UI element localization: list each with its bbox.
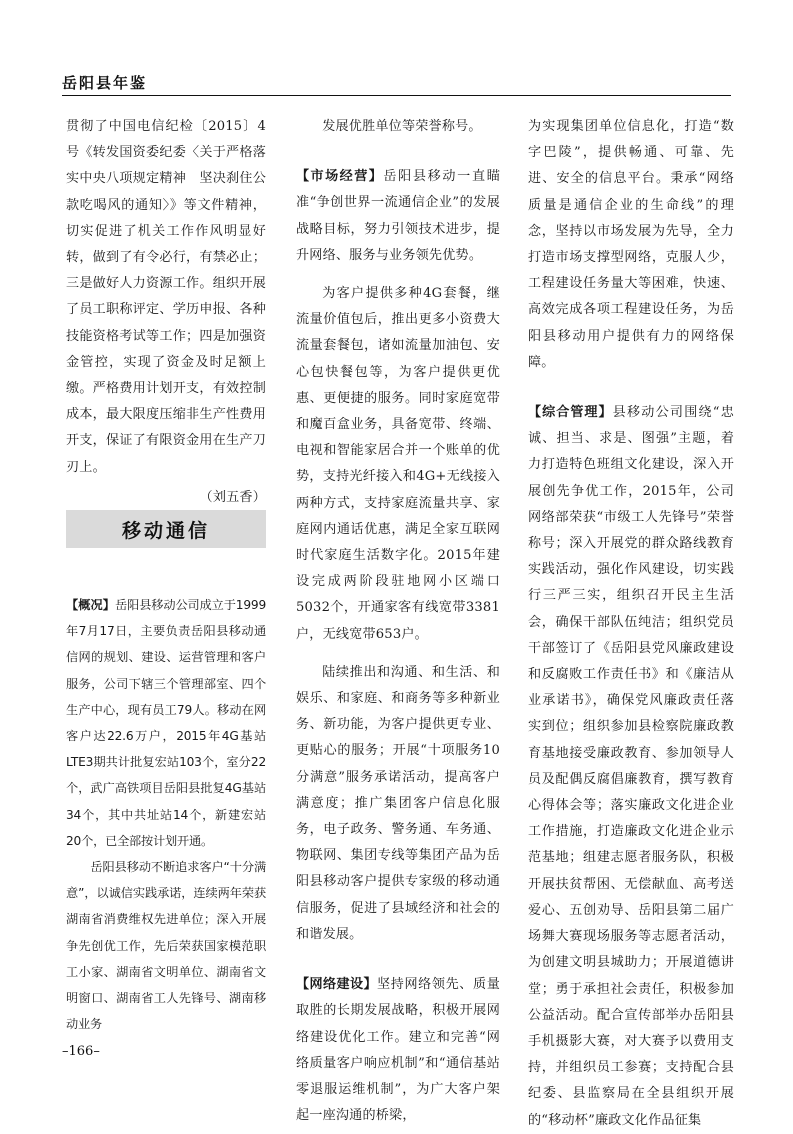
management-text: 县移动公司围绕“忠诚、担当、求是、图强”主题，着力打造特色班组文化建设，深入开展创先争优工作，2015年，公司网络部荣获“市级工人先锋号”荣誉称号；深入开展党的群众路线教育实践活动，强化作风建设，切实践行三严三实，组织召开民主生活会，确保干部队伍纯洁；组织党员干部签订了《岳阳县党风廉政建设和反腐败工作责任书》和《廉洁从业承诺书》，确保党风廉政责任落实到位；组织参加县检察院廉政教育基地接受廉政教育、参加领导人员及配偶反腐倡廉教育，撰写教育心得体会等；落实廉政文化进企业工作措施，打造廉政文化进企业示范基地；组建志愿者服务队，积极开展扶贫帮困、无偿献血、高考送爱心、五创劝导、岳阳县第二届广场舞大赛现场服务等志愿者活动，为创建文明县城助力；开展道德讲堂；勇于承担社会责任，积极参加公益活动。配合宣传部举办岳阳县手机摄影大赛，对大赛予以费用支持，并组织员工参赛；支持配合县纪委、县监察局在全县组织开展的“移动杯”廉政文化作品征集 — [528, 405, 734, 1128]
paragraph-continued: 为实现集团单位信息化，打造“数字巴陵”，提供畅通、可靠、先进、安全的信息平台。秉承“网络质量是通信企业的生命线”的理念，坚持以市场发展为先导，全力打造市场支撑型网络，克服人少，工程建设任务量大等困难，快速、高效完成各项工程建设任务，为岳阳县移动用户提供有力的网络保障。 — [528, 119, 734, 370]
paragraph-continued: 发展优胜单位等荣誉称号。 — [322, 119, 482, 134]
management-tag: 【综合管理】 — [528, 405, 613, 421]
overview-paragraph — [66, 592, 266, 854]
section-title: 移动通信 — [121, 519, 210, 542]
new-services-paragraph: 陆续推出和沟通、和生活、和娱乐、和家庭、和商务等多种新业务、新功能，为客户提供更专业、更贴心的服务；开展“十项服务10分满意”服务承诺活动，提高客户满意度；推广集团客户信息化服务，电子政务、警务通、车务通、物联网、集团专线等集团产品为岳阳县移动客户提供专家级的移动通信服务，促进了县域经济和社会的和谐发展。 — [296, 664, 500, 942]
header-rule — [62, 95, 731, 96]
paragraph-continued: 贯彻了中国电信纪检〔2015〕4号《转发国资委纪委〈关于严格落实中央八项规定精神 坚决刹住公款吃喝风的通知〉》等文件精神，切实促进了机关工作作风明显好转，做到了有令必行，有禁必止；三是做好人力资源工作。组织开展了员工职称评定、学历申报、各种技能资格考试等工作；四是加强资金管控，实现了资金及时足额上缴。严格费用计划开支，有效控制成本，最大限度压缩非生产性费用开支，保证了有限资金用在生产刀刃上。 — [66, 119, 266, 475]
column-1-upper — [66, 114, 266, 511]
management-paragraph — [528, 400, 734, 1134]
network-text: 坚持网络领先、质量取胜的长期发展战略，积极开展网络建设优化工作。建立和完善“网络质量客户响应机制”和“通信基站零退服运维机制”，为广大客户架起一座沟通的桥梁， — [296, 977, 500, 1124]
overview-text: 岳阳县移动公司成立于1999年7月17日，主要负责岳阳县移动通信网的规划、建设、运营管理和客户服务，公司下辖三个管理部室、四个生产中心，现有员工79人。移动在网客户达22.6万户，2015年4G基站LTE3期共计批复宏站103个，室分22个，武广高铁项目岳阳县批复4G基站34个，其中共址站14个，新建宏站20个，已全部按计划开通。 — [66, 598, 266, 848]
running-head: 岳阳县年鉴 — [62, 74, 148, 92]
column-1-lower — [66, 592, 266, 1037]
market-paragraph — [296, 164, 500, 269]
section-title-banner — [66, 510, 266, 548]
column-2 — [296, 114, 500, 1129]
overview-tag: 【概况】 — [66, 598, 116, 612]
network-tag: 【网络建设】 — [296, 977, 378, 993]
honors-paragraph: 岳阳县移动不断追求客户“十分满意”，以诚信实践承诺，连续两年荣获湖南省消费维权先进单位；深入开展争先创优工作，先后荣获国家模范职工小家、湖南省文明单位、湖南省文明窗口、湖南省工人先锋号、湖南移动业务 — [66, 860, 266, 1032]
market-text: 岳阳县移动一直瞄准“争创世界一流通信企业”的发展战略目标，努力引领技术进步，提升网络、服务与业务领先优势。 — [296, 169, 500, 263]
4g-package-paragraph: 为客户提供多种4G套餐，继流量价值包后，推出更多小资费大流量套餐包，诸如流量加油包、安心包快餐包等，为客户提供更优惠、更便捷的服务。同时家庭宽带和魔百盒业务，具备宽带、终端、电视和智能家居合并一个账单的优势，支持光纤接入和4G+无线接入两种方式，支持家庭流量共享、家庭网内通话优惠，满足全家互联网时代家庭生活数字化。2015年建设完成两阶段驻地网小区端口5032个，开通家客有线宽带3381户，无线宽带653户。 — [296, 286, 500, 642]
market-tag: 【市场经营】 — [296, 169, 384, 185]
column-3 — [528, 114, 734, 1134]
page-number: –166– — [62, 1044, 100, 1059]
network-paragraph — [296, 972, 500, 1129]
author-signature: （刘五香） — [199, 489, 266, 505]
